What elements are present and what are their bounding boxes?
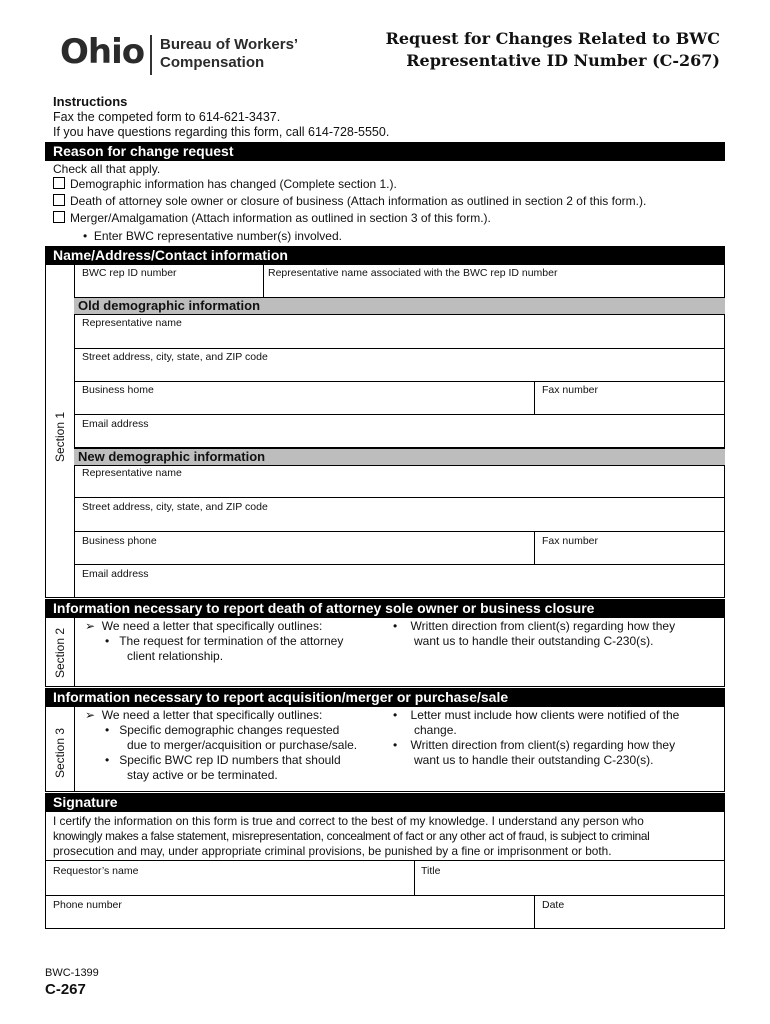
section2-arrow-text: We need a letter that specifically outlines: xyxy=(101,619,323,633)
section3-b2-line1: Specific BWC rep ID numbers that should xyxy=(119,753,341,767)
section3-b2-line2: stay active or be terminated. xyxy=(127,768,278,782)
new-rep-name-field[interactable]: Representative name xyxy=(82,467,182,479)
section3-b1-line2: due to merger/acquisition or purchase/sale. xyxy=(127,738,358,752)
form-code: C-267 xyxy=(45,981,86,998)
title-divider xyxy=(414,861,415,896)
option-merger-label: Merger/Amalgamation (Attach information as outlined in section 3 of this form.). xyxy=(70,211,491,225)
new-street-field[interactable]: Street address, city, state, and ZIP code xyxy=(82,501,268,513)
checkbox-death[interactable] xyxy=(53,194,65,206)
new-business-field[interactable]: Business phone xyxy=(82,535,157,547)
section3-arrow-item: ➢ We need a letter that specifically outlines: xyxy=(85,708,323,722)
date-divider xyxy=(534,896,535,929)
old-fax-field[interactable]: Fax number xyxy=(542,384,599,396)
section1-side-label: Section 1 xyxy=(53,411,67,462)
form-title-line1: Request for Changes Related to BWC xyxy=(385,29,720,48)
section3-r1-line1: Letter must include how clients were notified of the xyxy=(410,708,680,722)
new-fax-field[interactable]: Fax number xyxy=(542,535,599,547)
new-demographic-heading: New demographic information xyxy=(74,448,725,466)
old-rep-name-field[interactable]: Representative name xyxy=(82,317,182,329)
phone-number-field[interactable]: Phone number xyxy=(53,899,122,911)
signature-heading: Signature xyxy=(45,793,725,812)
old-business-row xyxy=(74,382,725,415)
instructions-heading: Instructions xyxy=(53,94,128,109)
section3-r1-line2: change. xyxy=(414,723,457,737)
new-email-field[interactable]: Email address xyxy=(82,568,149,580)
checkbox-merger[interactable] xyxy=(53,211,65,223)
old-demographic-heading: Old demographic information xyxy=(74,297,725,315)
requestor-row xyxy=(45,861,725,896)
old-street-field[interactable]: Street address, city, state, and ZIP code xyxy=(82,351,268,363)
section2-right-line2: want us to handle their outstanding C-230(s). xyxy=(414,634,654,648)
section2-right-bullet: • Written direction from client(s) regarding how they xyxy=(393,619,676,633)
section3-bullet2: • Specific BWC rep ID numbers that should xyxy=(105,753,341,767)
section1-heading: Name/Address/Contact information xyxy=(45,246,725,265)
old-email-row xyxy=(74,415,725,448)
section2-arrow-item: ➢ We need a letter that specifically outlines: xyxy=(85,619,323,633)
new-fax-divider xyxy=(534,532,535,565)
section2-bullet-line2: client relationship. xyxy=(127,649,224,663)
section3-side-label: Section 3 xyxy=(53,727,67,778)
reason-option-death[interactable] xyxy=(53,194,646,209)
reason-intro: Check all that apply. xyxy=(53,162,161,176)
instructions-phone: If you have questions regarding this form, call 614-728-5550. xyxy=(53,125,390,139)
rep-name-assoc-field[interactable]: Representative name associated with the BWC rep ID number xyxy=(268,267,558,279)
section3-side-divider xyxy=(74,706,75,792)
bureau-name xyxy=(160,36,298,72)
form-number: BWC-1399 xyxy=(45,967,99,979)
section2-side-divider xyxy=(74,617,75,687)
old-business-field[interactable]: Business home xyxy=(82,384,154,396)
requestor-name-field[interactable]: Requestor’s name xyxy=(53,865,139,877)
logo-divider xyxy=(150,35,152,75)
instructions-fax: Fax the competed form to 614-621-3437. xyxy=(53,110,281,124)
section2-bullet-line1: The request for termination of the attorney xyxy=(119,634,344,648)
ohio-logo: Ohio xyxy=(60,32,145,72)
section3-r2-line1: Written direction from client(s) regarding how they xyxy=(410,738,676,752)
section3-b1-line1: Specific demographic changes requested xyxy=(119,723,340,737)
option-death-label: Death of attorney sole owner or closure of business (Attach information as outlined in section 2 of this form.). xyxy=(70,194,647,208)
section2-side-label: Section 2 xyxy=(53,627,67,678)
reason-bullet: • Enter BWC representative number(s) involved. xyxy=(83,229,342,243)
form-title-line2: Representative ID Number (C-267) xyxy=(406,51,720,70)
bureau-line1: Bureau of Workers’ xyxy=(160,36,299,53)
rep-id-divider xyxy=(263,264,264,297)
new-business-row xyxy=(74,532,725,565)
instructions xyxy=(53,94,389,140)
checkbox-demographic[interactable] xyxy=(53,177,65,189)
old-fax-divider xyxy=(534,382,535,415)
form-title xyxy=(300,28,720,72)
reason-option-merger[interactable] xyxy=(53,211,491,226)
section3-r2-line2: want us to handle their outstanding C-230(s). xyxy=(414,753,654,767)
section3-right-bullet1: • Letter must include how clients were notified of the xyxy=(393,708,680,722)
certification-line1: I certify the information on this form is true and correct to the best of my knowledge. I understand any person who xyxy=(53,814,644,828)
rep-id-field[interactable]: BWC rep ID number xyxy=(82,267,177,279)
old-email-field[interactable]: Email address xyxy=(82,418,149,430)
certification-line2: knowingly makes a false statement, misrepresentation, concealment of fact or any other act of fraud, is subject to criminal xyxy=(53,829,650,843)
section3-bullet1: • Specific demographic changes requested xyxy=(105,723,340,737)
reason-option-demographic[interactable] xyxy=(53,177,397,192)
section3-arrow-text: We need a letter that specifically outlines: xyxy=(101,708,323,722)
certification-line3: prosecution and may, under appropriate criminal provisions, be punished by a fine or imprisonment or both. xyxy=(53,844,612,858)
section3-right-bullet2: • Written direction from client(s) regarding how they xyxy=(393,738,676,752)
title-field[interactable]: Title xyxy=(421,865,441,877)
reason-bullet-text: Enter BWC representative number(s) involved. xyxy=(93,229,342,243)
section2-right-line1: Written direction from client(s) regarding how they xyxy=(410,619,676,633)
section2-heading: Information necessary to report death of attorney sole owner or business closure xyxy=(45,599,725,618)
reason-heading: Reason for change request xyxy=(45,142,725,161)
section2-bullet: • The request for termination of the attorney xyxy=(105,634,344,648)
section3-heading: Information necessary to report acquisition/merger or purchase/sale xyxy=(45,688,725,707)
option-demographic-label: Demographic information has changed (Complete section 1.). xyxy=(70,177,397,191)
date-field[interactable]: Date xyxy=(542,899,565,911)
bureau-line2: Compensation xyxy=(160,54,265,71)
